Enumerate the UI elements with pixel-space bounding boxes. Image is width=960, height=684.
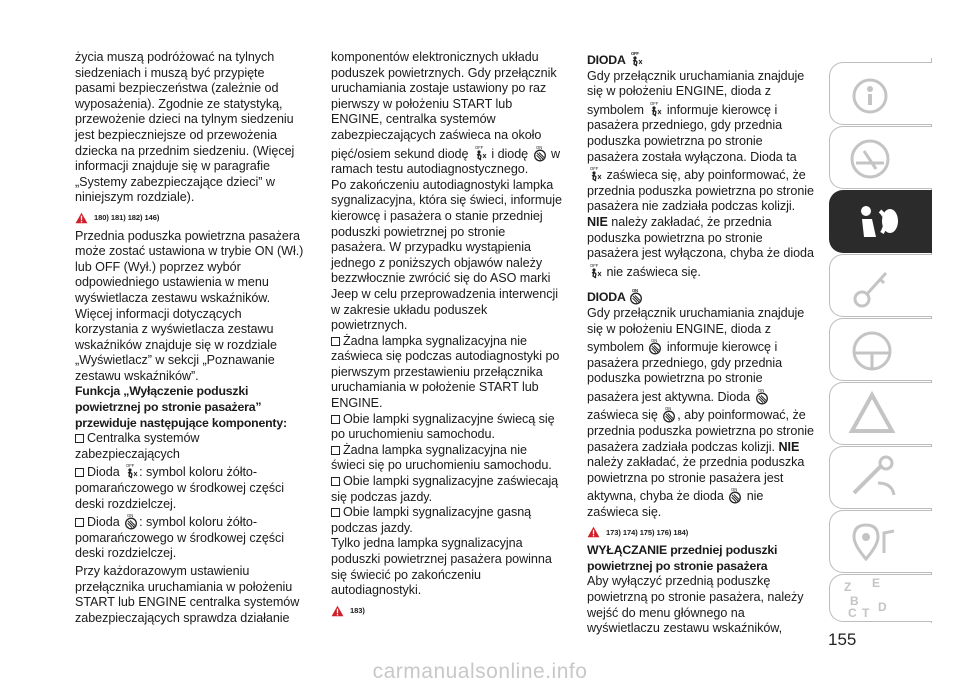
bullet-square-icon bbox=[75, 434, 84, 443]
paragraph: Przy każdorazowym ustawieniu przełącznika uruchamiania w położeniu START lub ENGINE centralka systemów zabezpieczających sprawdza działanie bbox=[75, 564, 300, 625]
chapter-tab-maintenance[interactable] bbox=[829, 446, 932, 509]
warning-references bbox=[75, 210, 305, 226]
warning-triangle-icon bbox=[75, 212, 88, 224]
airbag-on-icon bbox=[754, 387, 770, 405]
chapter-tab-index[interactable] bbox=[829, 574, 932, 622]
section-heading: WYŁĄCZANIE przedniej poduszki powietrznej po stronie pasażera bbox=[587, 543, 778, 573]
list-item: Obie lampki sygnalizacyjne świecą się po uruchomieniu samochodu. bbox=[331, 411, 555, 442]
dashboard-info-icon bbox=[842, 69, 922, 119]
bullet-square-icon bbox=[331, 337, 340, 346]
airbag-on-icon bbox=[727, 486, 743, 504]
column-right bbox=[587, 50, 815, 637]
list-item: Żadna lampka sygnalizacyjna nie zaświeca się podczas autodiagnostyki po pierwszym przestawieniu przełącznika uruchamiania w położenie START lub ENGINE. bbox=[331, 333, 560, 411]
airbag-on-icon bbox=[628, 287, 644, 305]
warning-refs-text: 173) 174) 175) 176) 184) bbox=[606, 527, 689, 537]
list-item: Obie lampki sygnalizacyjne gasną podczas jazdy. bbox=[331, 505, 532, 535]
instrument-cluster-icon bbox=[842, 133, 922, 183]
section-heading: DIODA bbox=[587, 287, 815, 306]
bullet-square-icon bbox=[331, 477, 340, 486]
list-item: Żadna lampka sygnalizacyjna nie świeci się po uruchomieniu samochodu. bbox=[331, 442, 552, 473]
section-heading: DIODA bbox=[587, 50, 815, 69]
airbag-off-icon bbox=[628, 50, 644, 68]
alphabet-index-icon: Z E B C T D bbox=[844, 576, 887, 620]
list-item: Dioda : symbol koloru żółto-pomarańczowego w środkowej części deski rozdzielczej. bbox=[75, 512, 305, 562]
chapter-tab-starting[interactable] bbox=[829, 254, 932, 317]
list-item: Dioda : symbol koloru żółto-pomarańczowego w środkowej części deski rozdzielczej. bbox=[75, 462, 305, 512]
warning-triangle-icon bbox=[587, 526, 600, 538]
airbag-off-icon bbox=[123, 462, 139, 480]
paragraph: komponentów elektronicznych układu poduszek powietrznych. Gdy przełącznik uruchamiania zostaje ustawiony po raz pierwszy w położeniu START lub ENGINE, centralka systemów zabezpieczających zaświeca na około pięć/osiem sekund diodę i diodę w ramach testu autodiagnostycznego. bbox=[331, 50, 561, 177]
column-left bbox=[75, 50, 305, 626]
airbag-on-icon bbox=[647, 337, 663, 355]
airbag-off-icon bbox=[472, 144, 488, 162]
watermark: carmanualsonline.info bbox=[372, 660, 588, 683]
warning-references bbox=[587, 525, 815, 541]
airbag-on-icon bbox=[532, 144, 548, 162]
chapter-tab-multimedia[interactable] bbox=[829, 510, 932, 573]
paragraph: Gdy przełącznik uruchamiania znajduje się w położeniu ENGINE, dioda z symbolem informuje kierowcę i pasażera przedniego, gdy przednia poduszka powietrzna po stronie pasażera jest aktywna. Dioda zaświeca się , aby poinformować, że przednia poduszka powietrzna po stronie pasażera zadziała podczas kolizji. NIE należy zakładać, że przednia poduszka powietrzna po stronie pasażera jest aktywna, chyba że dioda nie zaświeca się. bbox=[587, 305, 814, 520]
map-pin-music-icon bbox=[842, 517, 922, 567]
page-number: 155 bbox=[828, 630, 857, 649]
chapter-tab-controls[interactable] bbox=[829, 126, 932, 189]
paragraph: Przednia poduszka powietrzna pasażera może zostać ustawiona w trybie ON (Wł.) lub OFF (Wył.) poprzez wybór odpowiedniego ustawienia w menu wyświetlacza zestawu wskaźników. Więcej informacji dotyczących korzystania z wyświetlacza zestawu wskaźników znajduje się w rozdziale „Wyświetlacz” w sekcji „Poznawanie zestawu wskaźników”. bbox=[75, 228, 304, 383]
steering-wheel-icon bbox=[842, 325, 922, 375]
bullet-square-icon bbox=[331, 415, 340, 424]
warning-triangle-icon bbox=[331, 605, 344, 617]
paragraph: życia muszą podróżować na tylnych siedzeniach i muszą być przypięte pasami bezpieczeństwa (zależnie od wyposażenia). Zgodnie ze statystyką, przewożenie dzieci na tylnym siedzeniu jest bezpieczniejsze od przewożenia dziecka na przednim siedzeniu. (Więcej informacji znajduje się w paragrafie „Systemy zabezpieczające dzieci” w niniejszym rozdziale). bbox=[75, 50, 295, 205]
warning-refs-text: 183) bbox=[350, 605, 365, 615]
warning-references bbox=[331, 603, 563, 619]
airbag-off-icon bbox=[587, 165, 603, 183]
chapter-tab-emergency[interactable] bbox=[829, 382, 932, 445]
warning-refs-text: 180) 181) 182) 146) bbox=[94, 212, 160, 222]
key-icon bbox=[842, 261, 922, 311]
bullet-square-icon bbox=[75, 468, 84, 477]
list-item: Obie lampki sygnalizacyjne zaświecają się podczas jazdy. bbox=[331, 474, 559, 504]
paragraph: Gdy przełącznik uruchamiania znajduje się w położeniu ENGINE, dioda z symbolem informuje kierowcę i pasażera przedniego, gdy przednia poduszka powietrzna po stronie pasażera została wyłączona. Dioda ta zaświeca się, aby poinformować, że przednia poduszka powietrzna po stronie pasażera nie zadziała podczas kolizji. NIE należy zakładać, że przednia poduszka powietrzna po stronie pasażera jest wyłączona, chyba że dioda nie zaświeca się. bbox=[587, 68, 814, 279]
airbag-on-icon bbox=[123, 512, 139, 530]
bullet-square-icon bbox=[75, 518, 84, 527]
list-item: Centralka systemów zabezpieczających bbox=[75, 431, 200, 461]
chapter-tab-safety[interactable] bbox=[829, 190, 932, 253]
paragraph: Aby wyłączyć przednią poduszkę powietrzną po stronie pasażera, należy wejść do menu głównego na wyświetlaczu zestawu wskaźników, bbox=[587, 574, 804, 636]
paragraph: Po zakończeniu autodiagnostyki lampka sygnalizacyjna, która się świeci, informuje kierowcę i pasażera o stanie przedniej poduszki powietrznej po stronie pasażera. W przypadku wystąpienia jednego z poniższych objawów należy bezzwłocznie zwrócić się do ASO marki Jeep w celu przeprowadzenia interwencji w zakresie układu poduszek powietrznych. bbox=[331, 177, 562, 333]
chapter-tab-driving[interactable] bbox=[829, 318, 932, 381]
column-middle bbox=[331, 50, 563, 621]
bullet-square-icon bbox=[331, 446, 340, 455]
bullet-square-icon bbox=[331, 508, 340, 517]
seat-airbag-icon bbox=[842, 197, 922, 247]
airbag-off-icon bbox=[587, 262, 603, 280]
section-heading: Funkcja „Wyłączenie poduszki powietrznej po stronie pasażera” przewiduje następujące komponenty: bbox=[75, 384, 287, 430]
paragraph: Tylko jedna lampka sygnalizacyjna poduszki powietrznej pasażera powinna się świecić po zakończeniu autodiagnostyki. bbox=[331, 536, 552, 598]
chapter-tab-dashboard[interactable] bbox=[829, 62, 932, 125]
wrench-car-icon bbox=[842, 453, 922, 503]
warning-triangle-tab-icon bbox=[842, 389, 922, 439]
airbag-off-icon bbox=[647, 100, 663, 118]
airbag-on-icon bbox=[661, 405, 677, 423]
